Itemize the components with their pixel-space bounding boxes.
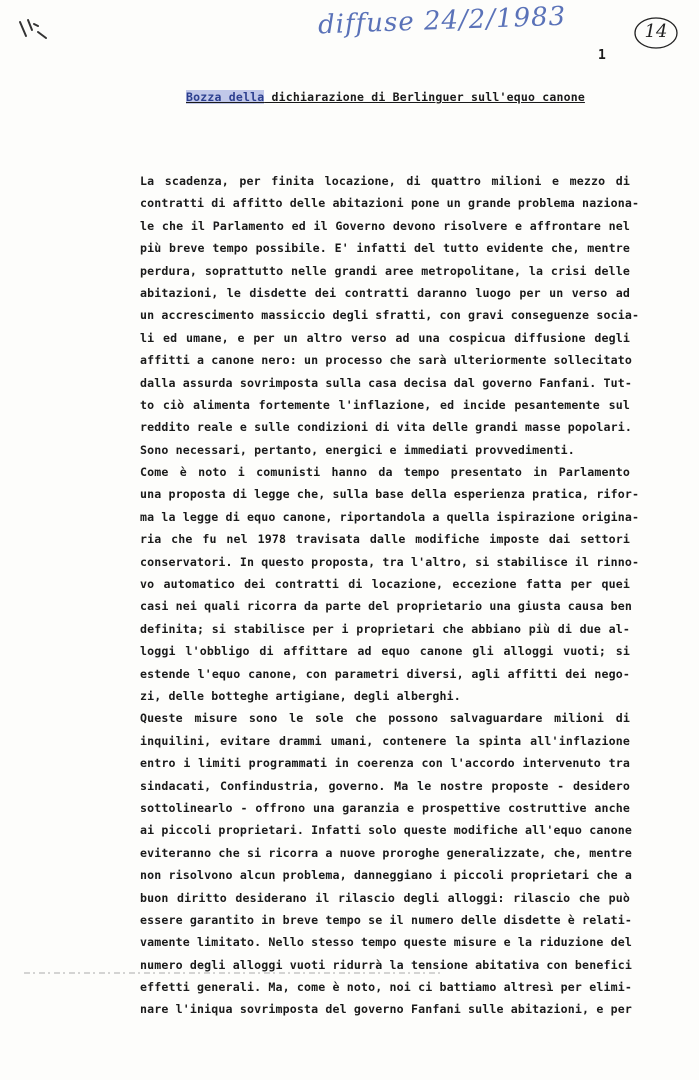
body-line: buon diritto desiderano il rilascio degli alloggi: rilascio che può xyxy=(140,890,630,905)
circled-page-number xyxy=(633,16,679,50)
body-line: una proposta di legge che, sulla base della esperienza pratica, rifor- xyxy=(140,487,640,502)
title-struck-part: Bozza della xyxy=(186,90,265,104)
body-line: li ed umane, e per un altro verso ad una cospicua diffusione degli xyxy=(140,330,630,345)
body-line: dalla assurda sovrimposta sulla casa decisa dal governo Fanfani. Tut- xyxy=(140,375,632,390)
body-line: to ciò alimenta fortemente l'inflazione, ed incide pesantemente sul xyxy=(140,397,630,412)
body-line: ma la legge di equo canone, riportandola a quella ispirazione origina- xyxy=(140,509,640,524)
body-line: casi nei quali ricorra da parte del proprietario una giusta causa ben xyxy=(140,599,632,614)
body-text xyxy=(140,170,640,1021)
body-line: ria che fu nel 1978 travisata dalle modifiche imposte dai settori xyxy=(140,532,630,547)
body-line: più breve tempo possibile. E' infatti del tutto evidente che, mentre xyxy=(140,241,630,256)
body-line: Sono necessari, pertanto, energici e immediati provvedimenti. xyxy=(140,442,575,457)
body-line: La scadenza, per finita locazione, di quattro milioni e mezzo di xyxy=(140,174,630,188)
body-line: perdura, soprattutto nelle grandi aree metropolitane, la crisi delle xyxy=(140,263,630,278)
body-line: definita; si stabilisce per i proprietari che abbiano più di due al- xyxy=(140,621,630,636)
scan-smudge xyxy=(24,970,444,976)
body-line: numero degli alloggi vuoti ridurrà la tensione abitativa con benefici xyxy=(140,957,632,972)
body-line: abitazioni, le disdette dei contratti daranno luogo per un verso ad xyxy=(140,285,630,300)
document-title xyxy=(186,90,585,104)
body-line: non risolvono alcun problema, danneggiano i piccoli proprietari che a xyxy=(140,868,632,883)
body-line: reddito reale e sulle condizioni di vita delle grandi masse popolari. xyxy=(140,420,632,435)
title-text: dichiarazione di Berlinguer sull'equo canone xyxy=(264,90,585,104)
body-line: le che il Parlamento ed il Governo devono risolvere e affrontare nel xyxy=(140,218,630,233)
body-line: Come è noto i comunisti hanno da tempo presentato in Parlamento xyxy=(140,465,630,480)
body-line: affitti a canone nero: un processo che sarà ulteriormente sollecitato xyxy=(140,353,632,368)
body-line: contratti di affitto delle abitazioni pone un grande problema naziona- xyxy=(140,196,640,211)
body-line: inquilini, evitare drammi umani, contenere la spinta all'inflazione xyxy=(140,733,630,748)
body-line: Queste misure sono le sole che possono salvaguardare milioni di xyxy=(140,711,630,726)
body-line: conservatori. In questo proposta, tra l'altro, si stabilisce il rinno- xyxy=(140,554,640,569)
page-number: 1 xyxy=(598,48,606,63)
body-line: effetti generali. Ma, come è noto, noi ci battiamo altresì per elimi- xyxy=(140,980,632,995)
body-line: essere garantito in breve tempo se il numero delle disdette è relati- xyxy=(140,912,632,927)
body-line: un accrescimento massiccio degli sfratti, con gravi conseguenze socia- xyxy=(140,308,640,323)
body-line: ai piccoli proprietari. Infatti solo queste modifiche all'equo canone xyxy=(140,823,632,838)
body-line: zi, delle botteghe artigiane, degli alberghi. xyxy=(140,688,461,703)
body-line: eviteranno che si ricorra a nuove proroghe generalizzate, che, mentre xyxy=(140,845,632,860)
body-line: sindacati, Confindustria, governo. Ma le nostre proposte - desidero xyxy=(140,778,630,793)
circled-number-text: 14 xyxy=(644,21,668,42)
body-line: entro i limiti programmati in coerenza con l'accordo intervenuto tra xyxy=(140,756,630,771)
staple-mark-icon xyxy=(16,16,50,42)
body-line: vamente limitato. Nello stesso tempo queste misure e la riduzione del xyxy=(140,935,632,950)
body-line: loggi l'obbligo di affittare ad equo canone gli alloggi vuoti; si xyxy=(140,644,630,659)
handwritten-date-note: diffuse 24/2/1983 xyxy=(317,1,567,41)
body-line: sottolinearlo - offrono una garanzia e prospettive costruttive anche xyxy=(140,800,630,815)
body-line: vo automatico dei contratti di locazione, eccezione fatta per quei xyxy=(140,577,630,592)
body-line: estende l'equo canone, con parametri diversi, agli affitti dei nego- xyxy=(140,666,630,681)
body-line: nare l'iniqua sovrimposta del governo Fanfani sulle abitazioni, e per xyxy=(140,1002,632,1017)
